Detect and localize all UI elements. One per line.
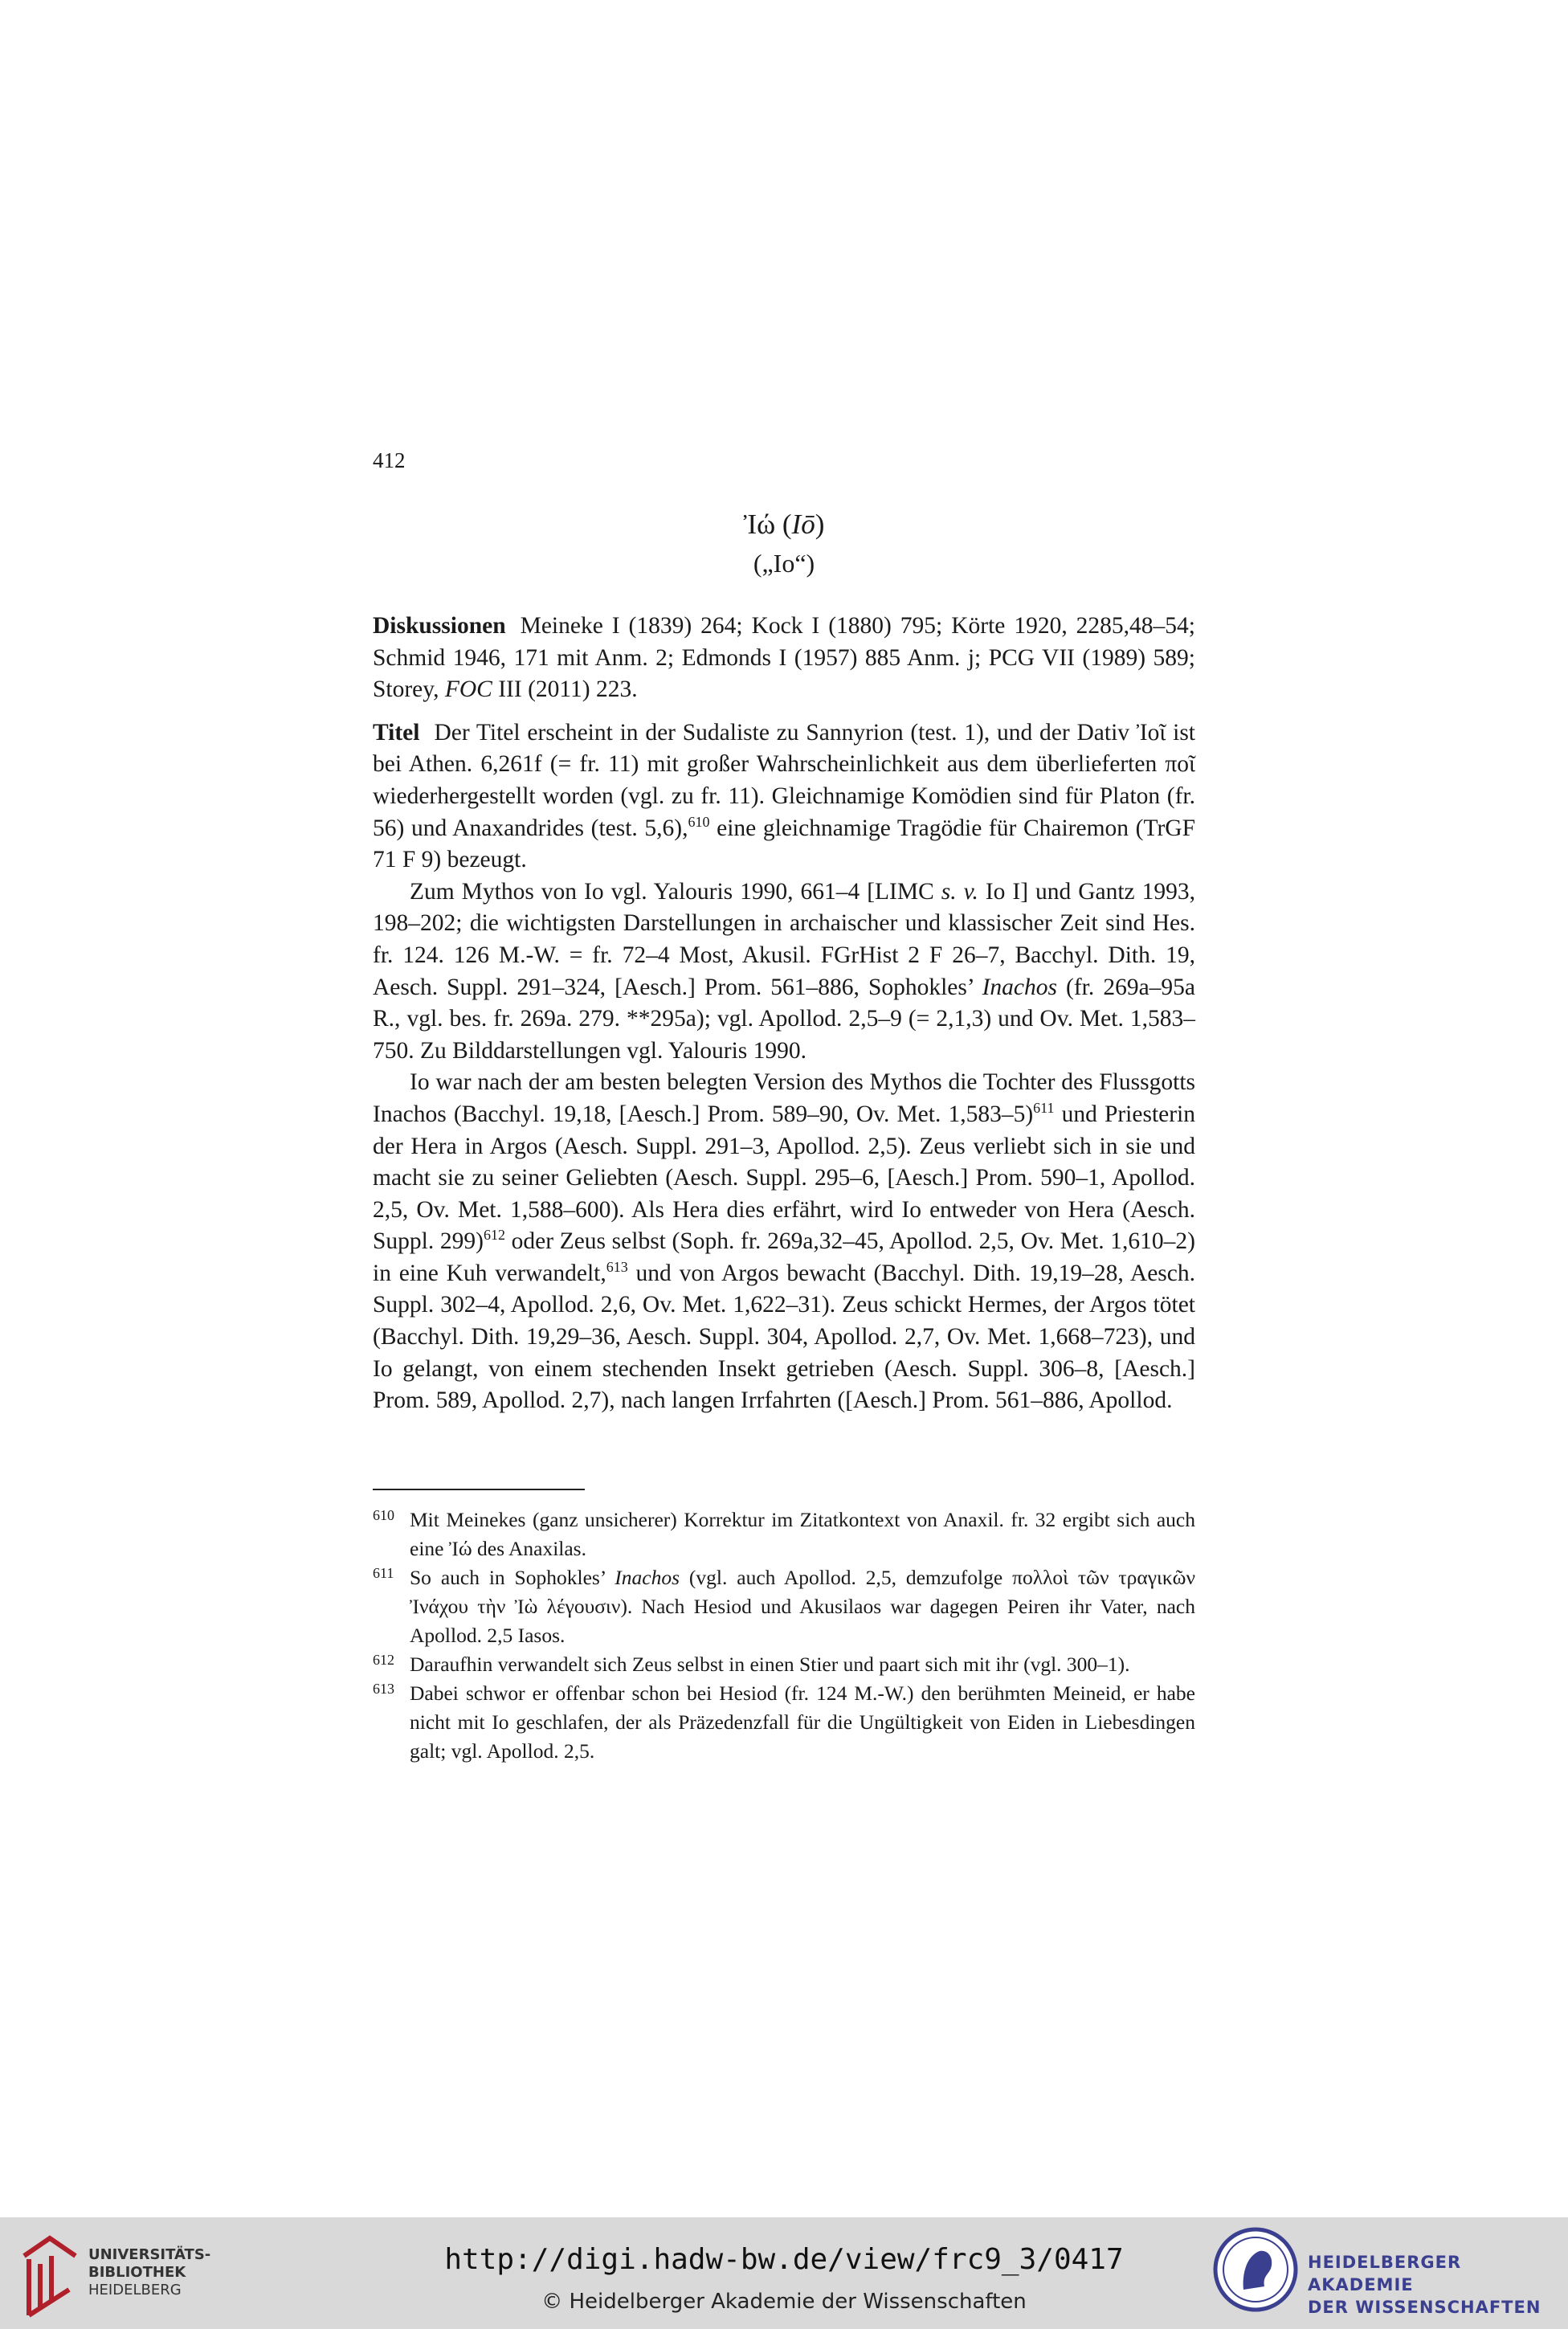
main-text	[373, 611, 1195, 1417]
foc-italic: FOC	[444, 676, 492, 703]
footnote-612	[373, 1650, 1195, 1679]
footnote-number: 610	[373, 1507, 394, 1523]
footnotes	[373, 1506, 1195, 1766]
footnote-ref-613[interactable]: 613	[606, 1259, 628, 1276]
footnote-ref-611[interactable]: 611	[1033, 1100, 1055, 1117]
permalink-url[interactable]: http://digi.hadw-bw.de/view/frc9_3/0417	[444, 2243, 1124, 2276]
footnote-ref-610[interactable]: 610	[688, 813, 710, 830]
footnote-text: Mit Meinekes (ganz unsicherer) Korrektur im Zitatkontext von Anaxil. fr. 32 ergibt sich auch eine Ἰώ des Anaxilas.	[410, 1508, 1195, 1560]
footnote-611	[373, 1563, 1195, 1650]
io-text: Io war nach der am besten belegten Version des Mythos die Tochter des Flussgotts Inachos (Bacchyl. 19,18, [Aesch.] Prom. 589–90, Ov. Met. 1,583–5)	[373, 1069, 1195, 1127]
title-main: Ἰώ (Iō)	[743, 509, 825, 540]
footnote-number: 612	[373, 1652, 394, 1668]
io-paragraph	[373, 1067, 1195, 1417]
footnote-text: Dabei schwor er offenbar schon bei Hesiod (fr. 124 M.-W.) den berühmten Meineid, er habe nicht mit Io geschlafen, der als Präzedenzfall für die Ungültigkeit von Eiden in Liebesdingen galt; vgl. Apollod. 2,5.	[410, 1681, 1195, 1763]
mythos-text: Zum Mythos von Io vgl. Yalouris 1990, 661–4 [LIMC	[410, 878, 941, 905]
page-number: 412	[373, 448, 406, 472]
titel-label: Titel	[373, 719, 420, 746]
footnote-613	[373, 1679, 1195, 1766]
mythos-text-2: Io I] und Gantz 1993, 198–202; die wichtigsten Darstellungen in archaischer und klassischer Zeit sind Hes. fr. 124. 126 M.-W. = fr. 72–4 Most, Akusil. FGrHist 2 F 26–7, Bacchyl. Dith. 19, Aesch. Suppl. 291–324, [Aesch.] Prom. 561–886, Sophokles’	[373, 878, 1195, 1000]
footnote-610	[373, 1506, 1195, 1563]
academy-seal-icon	[1211, 2225, 1300, 2314]
footnote-text: So auch in Sophokles’ Inachos (vgl. auch Apollod. 2,5, demzufolge πολλοὶ τῶν τραγικῶν Ἰνάχου τὴν Ἰὼ λέγουσιν). Nach Hesiod und Akusilaos war dagegen Peiren ihr Vater, nach Apollod. 2,5 Iasos.	[410, 1566, 1195, 1647]
titel-text: Der Titel erscheint in der Sudaliste zu Sannyrion (test. 1), und der Dativ Ἰοῖ ist bei Athen. 6,261f (= fr. 11) mit großer Wahrscheinlichkeit aus dem überlieferten ποῖ wiederhergestellt worden (vgl. zu fr. 11). Gleichnamige Komödien sind für Platon (fr. 56) und Anaxandrides (test. 5,6),	[373, 719, 1195, 841]
footnote-number: 613	[373, 1681, 394, 1697]
title-translit: Iō	[791, 509, 815, 540]
footnote-text: Daraufhin verwandelt sich Zeus selbst in einen Stier und paart sich mit ihr (vgl. 300–1).	[410, 1653, 1130, 1676]
title-german-text: „Io“	[762, 549, 806, 578]
footnote-number: 611	[373, 1565, 394, 1581]
titel-text-end: eine gleichnamige Tragödie für Chairemon (TrGF 71 F 9) bezeugt.	[373, 815, 1195, 873]
mythos-paragraph	[373, 876, 1195, 1068]
inachos-italic: Inachos	[982, 974, 1057, 1000]
entry-title	[0, 506, 1568, 582]
title-german: („Io“)	[753, 549, 815, 578]
mythos-text-3: (fr. 269a–95a R., vgl. bes. fr. 269a. 279. **295a); vgl. Apollod. 2,5–9 (= 2,1,3) und Ov. Met. 1,583–750. Zu Bilddarstellungen vgl. Yalouris 1990.	[373, 974, 1196, 1064]
discussion-text-end: III (2011) 223.	[492, 676, 638, 703]
discussion-paragraph	[373, 611, 1195, 706]
copyright-notice: © Heidelberger Akademie der Wissenschaften	[541, 2290, 1027, 2314]
io-text-3: oder Zeus selbst (Soph. fr. 269a,32–45, Apollod. 2,5, Ov. Met. 1,610–2) in eine Kuh verwandelt,	[373, 1228, 1195, 1286]
sv-italic: s. v.	[941, 878, 978, 905]
title-greek: Ἰώ	[743, 509, 776, 540]
academy-logo-text: HEIDELBERGER AKADEMIE DER WISSENSCHAFTEN	[1308, 2253, 1541, 2317]
university-library-logo-text: UNIVERSITÄTS- BIBLIOTHEK HEIDELBERG	[88, 2246, 211, 2298]
io-text-2: und Priesterin der Hera in Argos (Aesch. Suppl. 291–3, Apollod. 2,5). Zeus verliebt sich in sie und macht sie zu seiner Geliebten (Aesch. Suppl. 295–6, [Aesch.] Prom. 590–1, Apollod. 2,5, Ov. Met. 1,588–600). Als Hera dies erfährt, wird Io entweder von Hera (Aesch. Suppl. 299)	[373, 1101, 1196, 1255]
discussion-text: Meineke I (1839) 264; Kock I (1880) 795; Körte 1920, 2285,48–54; Schmid 1946, 171 mit Anm. 2; Edmonds I (1957) 885 Anm. j; PCG VII (1989) 589; Storey,	[373, 613, 1195, 703]
io-text-4: und von Argos bewacht (Bacchyl. Dith. 19,19–28, Aesch. Suppl. 302–4, Apollod. 2,6, Ov. Met. 1,622–31). Zeus schickt Hermes, der Argos tötet (Bacchyl. Dith. 19,29–36, Aesch. Suppl. 304, Apollod. 2,7, Ov. Met. 1,668–723), und Io gelangt, von einem stechenden Insekt getrieben (Aesch. Suppl. 306–8, [Aesch.] Prom. 589, Apollod. 2,7), nach langen Irrfahrten ([Aesch.] Prom. 561–886, Apollod.	[373, 1260, 1195, 1414]
footnote-ref-612[interactable]: 612	[483, 1227, 505, 1244]
titel-paragraph	[373, 717, 1195, 876]
footnote-divider	[373, 1489, 585, 1490]
discussion-label: Diskussionen	[373, 613, 506, 639]
